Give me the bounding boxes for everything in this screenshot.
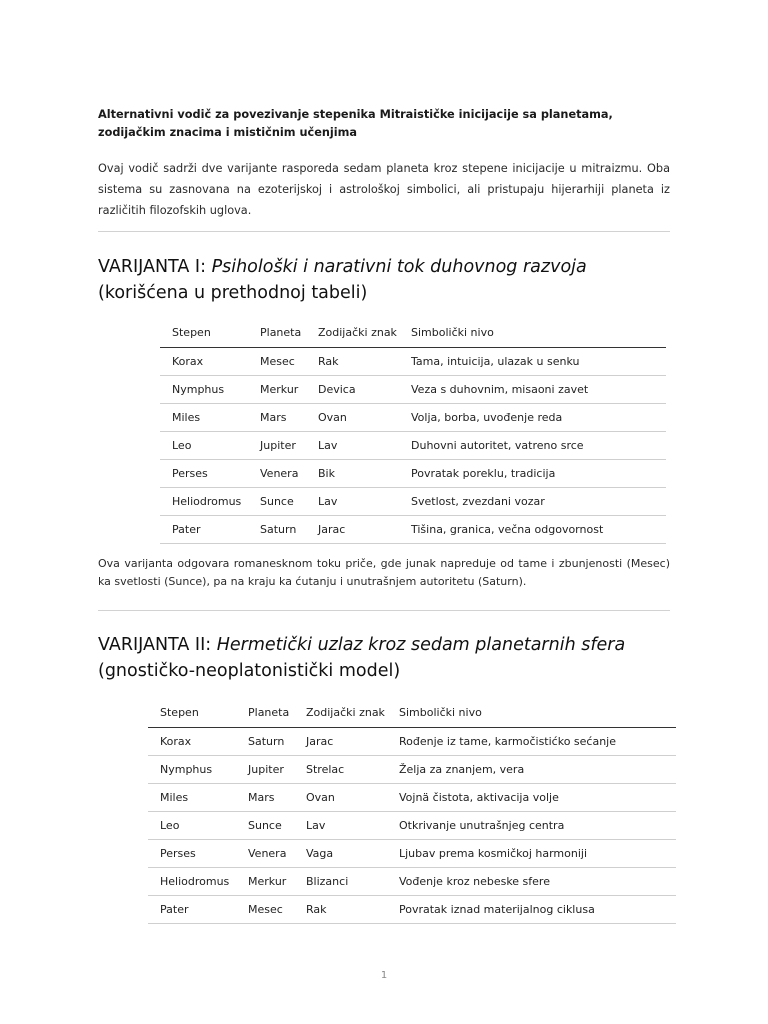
col-header-znak: Zodijački znak [306, 317, 399, 348]
cell: Saturn [248, 516, 306, 544]
table-row [148, 840, 676, 868]
cell: Ovan [306, 404, 399, 432]
table-row [160, 404, 666, 432]
cell: Volja, borba, uvođenje reda [399, 404, 666, 432]
cell: Heliodromus [148, 868, 236, 896]
cell: Miles [160, 404, 248, 432]
cell: Saturn [236, 728, 294, 756]
cell: Povratak poreklu, tradicija [399, 460, 666, 488]
variant1-note: Ova varijanta odgovara romanesknom toku priče, gde junak napreduje od tame i zbunjenosti (Mesec) ka svetlosti (Sunce), pa na kraju ka ćutanju i unutrašnjem autoritetu (Saturn). [98, 557, 670, 588]
cell: Devica [306, 376, 399, 404]
cell: Bik [306, 460, 399, 488]
cell: Ljubav prema kosmičkoj harmoniji [387, 840, 676, 868]
cell: Perses [160, 460, 248, 488]
cell: Jarac [306, 516, 399, 544]
table-row [148, 868, 676, 896]
table-row [148, 784, 676, 812]
cell: Merkur [236, 868, 294, 896]
cell: Leo [160, 432, 248, 460]
cell: Jarac [294, 728, 387, 756]
table-row [160, 376, 666, 404]
cell: Miles [148, 784, 236, 812]
cell: Vođenje kroz nebeske sfere [387, 868, 676, 896]
cell: Nymphus [148, 756, 236, 784]
cell: Jupiter [236, 756, 294, 784]
cell: Lav [294, 812, 387, 840]
table-header-row [160, 317, 666, 348]
cell: Sunce [236, 812, 294, 840]
page-number: 1 [380, 970, 388, 981]
variant1-table [160, 317, 666, 544]
variant2-emphasis: Hermetički uzlaz kroz sedam planetarnih sfera [216, 635, 626, 655]
cell: Vaga [294, 840, 387, 868]
variant1-heading [98, 254, 670, 306]
variant2-label: VARIJANTA II: [98, 635, 212, 655]
cell: Povratak iznad materijalnog ciklusa [387, 896, 676, 924]
cell: Mesec [236, 896, 294, 924]
table-row [160, 488, 666, 516]
col-header-planeta: Planeta [248, 317, 306, 348]
cell: Perses [148, 840, 236, 868]
section-divider-1 [98, 231, 670, 232]
cell: Strelac [294, 756, 387, 784]
cell: Lav [306, 432, 399, 460]
cell: Merkur [248, 376, 306, 404]
variant2-suffix: (gnostičko-neoplatonistički model) [98, 661, 401, 681]
cell: Jupiter [248, 432, 306, 460]
table-row [148, 756, 676, 784]
variant2-heading [98, 632, 670, 684]
cell: Tišina, granica, večna odgovornost [399, 516, 666, 544]
cell: Rak [306, 348, 399, 376]
col-header-znak: Zodijački znak [294, 697, 387, 728]
cell: Korax [148, 728, 236, 756]
col-header-planeta: Planeta [236, 697, 294, 728]
cell: Korax [160, 348, 248, 376]
cell: Rak [294, 896, 387, 924]
table-row [148, 812, 676, 840]
cell: Duhovni autoritet, vatreno srce [399, 432, 666, 460]
cell: Vojnä čistota, aktivacija volje [387, 784, 676, 812]
table-header-row [148, 697, 676, 728]
col-header-nivo: Simbolički nivo [387, 697, 676, 728]
cell: Heliodromus [160, 488, 248, 516]
cell: Mars [248, 404, 306, 432]
cell: Ovan [294, 784, 387, 812]
variant2-table [148, 697, 676, 924]
cell: Blizanci [294, 868, 387, 896]
col-header-stepen: Stepen [160, 317, 248, 348]
variant1-suffix: (korišćena u prethodnoj tabeli) [98, 283, 368, 303]
variant1-label: VARIJANTA I: [98, 257, 206, 277]
document-title: Alternativni vodič za povezivanje stepenika Mitraističke inicijacije sa planetama, zodijačkim znacima i mističnim učenjima [98, 108, 613, 139]
cell: Tama, intuicija, ulazak u senku [399, 348, 666, 376]
table-row [148, 728, 676, 756]
table-row [160, 432, 666, 460]
cell: Sunce [248, 488, 306, 516]
col-header-nivo: Simbolički nivo [399, 317, 666, 348]
variant1-emphasis: Psihološki i narativni tok duhovnog razvoja [211, 257, 587, 277]
table-row [160, 516, 666, 544]
cell: Pater [160, 516, 248, 544]
cell: Lav [306, 488, 399, 516]
cell: Želja za znanjem, vera [387, 756, 676, 784]
col-header-stepen: Stepen [148, 697, 236, 728]
cell: Mesec [248, 348, 306, 376]
table-row [160, 460, 666, 488]
cell: Rođenje iz tame, karmočistićko sećanje [387, 728, 676, 756]
cell: Otkrivanje unutrašnjeg centra [387, 812, 676, 840]
cell: Venera [236, 840, 294, 868]
cell: Venera [248, 460, 306, 488]
cell: Leo [148, 812, 236, 840]
cell: Veza s duhovnim, misaoni zavet [399, 376, 666, 404]
cell: Svetlost, zvezdani vozar [399, 488, 666, 516]
cell: Pater [148, 896, 236, 924]
cell: Nymphus [160, 376, 248, 404]
table-row [160, 348, 666, 376]
cell: Mars [236, 784, 294, 812]
intro-paragraph: Ovaj vodič sadrži dve varijante rasporeda sedam planeta kroz stepene inicijacije u mitraizmu. Oba sistema su zasnovana na ezoterijskoj i astrološkoj simbolici, ali pristupaju hijerarhiji planeta iz različitih filozofskih uglova. [98, 162, 670, 217]
table-row [148, 896, 676, 924]
section-divider-2 [98, 610, 670, 611]
